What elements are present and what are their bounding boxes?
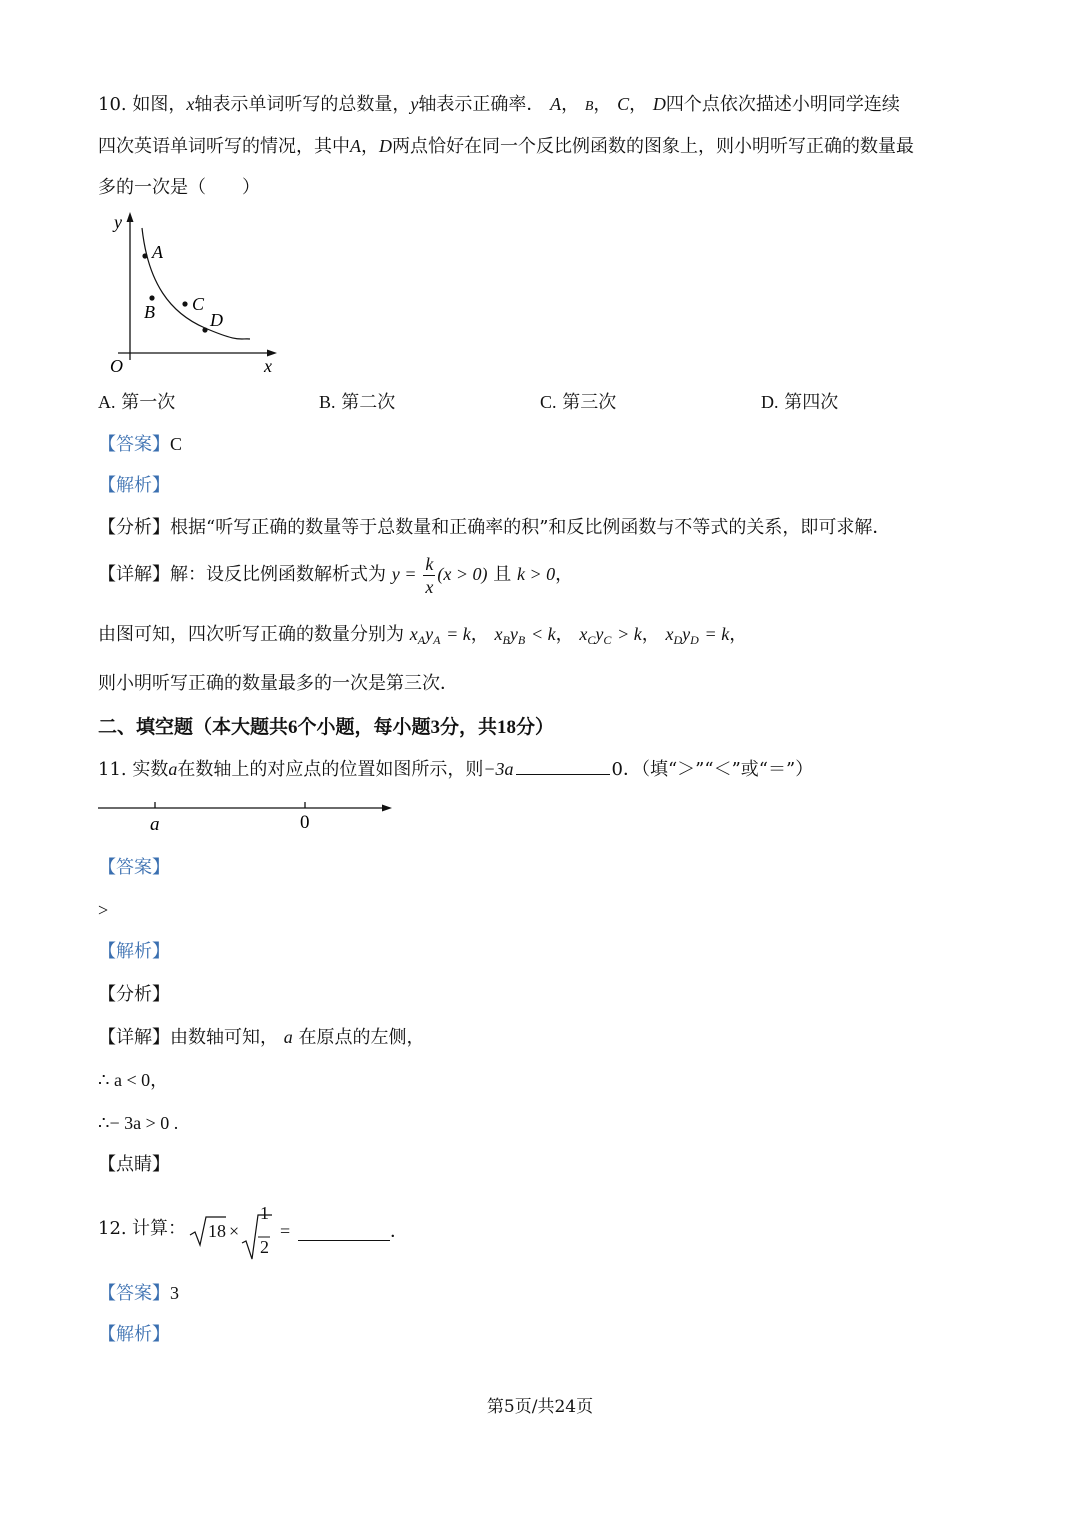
section-2-heading [98, 715, 554, 740]
detail-sep: ， [555, 564, 574, 585]
q11-answer-tag: 【答案】 [98, 857, 170, 878]
q10-text: 如图， [132, 94, 187, 115]
detail-var-a: a [283, 1027, 293, 1047]
option-text: 第三次 [562, 392, 617, 413]
point-d-dot [202, 327, 207, 332]
q10-var-x: x [186, 94, 195, 114]
q11-analysis-tag: 【解析】 [98, 941, 170, 962]
relation-c: > k [617, 624, 642, 644]
q12-analysis-tag: 【解析】 [98, 1324, 170, 1345]
q10-number: 10. [98, 94, 127, 115]
detail-tag: 【详解】 [98, 564, 170, 585]
fraction-k-over-x [423, 553, 435, 598]
q11-line [98, 757, 813, 782]
y-axis-arrow-icon [127, 212, 134, 222]
graph-label-x: x [264, 356, 272, 376]
option-letter: D. [761, 392, 779, 412]
q11-expression: −3a [483, 759, 514, 779]
q10-point-d: D [379, 136, 392, 156]
answer-tag: 【答案】 [98, 434, 170, 455]
relation-sep: ， [641, 624, 660, 645]
tick-label-zero: 0 [300, 812, 310, 833]
point-b-dot [149, 295, 154, 300]
q10-point-a: A [550, 94, 562, 114]
relation-d: = k [704, 624, 730, 644]
q10-var-y: y [410, 94, 419, 114]
inverse-function-graph [100, 208, 285, 378]
relation-sep: ， [470, 624, 489, 645]
q10-sep: ， [561, 94, 580, 115]
q10-point-d: D [652, 94, 666, 114]
number-line-arrow-icon [382, 805, 392, 812]
times-sign: × [229, 1221, 240, 1241]
q10-conclusion: 则小明听写正确的数量最多的一次是第三次． [98, 673, 458, 694]
heading-text: 个小题，每小题 [297, 716, 431, 738]
fraction-denominator: x [425, 576, 434, 597]
relations-text: 由图可知，四次听写正确的数量分别为 [98, 624, 404, 645]
fraction-numerator: k [425, 553, 434, 574]
relation-sep: ， [555, 624, 574, 645]
option-c[interactable] [540, 390, 616, 415]
q10-detail [98, 552, 573, 598]
detail-text: 在原点的左侧， [298, 1027, 425, 1048]
relation-a: = k [446, 624, 471, 644]
equals-sign: = [280, 1221, 291, 1241]
option-letter: C. [540, 392, 557, 412]
detail-text: 解：设反比例函数解析式为 [170, 564, 386, 585]
option-letter: B. [319, 392, 336, 412]
q10-line-2 [98, 134, 914, 159]
option-letter: A. [98, 392, 116, 412]
heading-text: 二、填空题（本大题共 [98, 716, 289, 738]
heading-text: 分，共 [440, 716, 498, 738]
q11-answer-value: > [98, 900, 109, 920]
detail-k-positive: k > 0 [516, 564, 556, 584]
q11-answer-blank[interactable] [516, 773, 610, 775]
option-b[interactable] [319, 390, 395, 415]
detail-eq: = [405, 564, 416, 584]
graph-label-d: D [210, 310, 223, 330]
graph-label-origin: O [110, 356, 123, 376]
fraction-numerator: 1 [260, 1203, 269, 1223]
graph-label-a: A [152, 242, 163, 262]
fraction-denominator: 2 [260, 1237, 269, 1257]
relation-b: < k [530, 624, 556, 644]
detail-condition: (x > 0) [437, 564, 488, 584]
q12-text: 计算： [132, 1218, 186, 1239]
q12-answer-blank[interactable] [298, 1239, 390, 1241]
q11-dianjing-tag: 【点睛】 [98, 1154, 170, 1175]
detail-text: 且 [493, 564, 512, 585]
q10-answer [98, 432, 182, 457]
q11-step-1: ∴ a < 0， [98, 1070, 169, 1090]
number-line [96, 798, 396, 836]
q10-analysis-tag: 【解析】 [98, 475, 170, 496]
q10-sep: ， [593, 94, 612, 115]
heading-number: 18 [497, 717, 517, 738]
q11-fenxi-tag: 【分析】 [98, 984, 170, 1005]
q10-point-c: C [617, 94, 630, 114]
q10-point-b: B [584, 99, 594, 114]
graph-label-y: y [114, 212, 122, 232]
q10-line-3: 多的一次是（ ） [98, 177, 260, 198]
q11-step-2: ∴− 3a > 0 . [98, 1113, 179, 1133]
q10-text: 四个点依次描述小明同学连续 [665, 94, 900, 115]
answer-value: C [170, 434, 183, 454]
q11-number: 11. [98, 759, 127, 780]
q10-sep: ， [361, 136, 379, 157]
q11-detail [98, 1025, 424, 1050]
q10-line-1 [98, 92, 900, 119]
q12-answer [98, 1281, 179, 1306]
heading-number: 3 [430, 717, 441, 738]
tick-label-a: a [150, 814, 160, 835]
detail-tag: 【详解】 [98, 1027, 170, 1048]
q10-text: 两点恰好在同一个反比例函数的图象上，则小明听写正确的数量最 [392, 136, 914, 157]
q11-text: 实数 [132, 759, 169, 780]
heading-number: 6 [288, 717, 298, 738]
radicand-18: 18 [208, 1221, 226, 1241]
answer-tag: 【答案】 [98, 1283, 170, 1304]
graph-label-c: C [192, 294, 205, 314]
fenxi-text: 根据“听写正确的数量等于总数量和正确率的积”和反比例函数与不等式的关系，即可求解． [170, 517, 891, 538]
option-a[interactable] [98, 390, 175, 415]
point-c-dot [182, 301, 187, 306]
detail-var-y: y [391, 564, 400, 584]
q10-sep: ， [629, 94, 648, 115]
option-text: 第一次 [121, 392, 176, 413]
graph-label-b: B [144, 302, 155, 322]
option-text: 第二次 [341, 392, 396, 413]
option-text: 第四次 [784, 392, 839, 413]
q11-text: 0．（填“＞”“＜”或“＝”） [611, 759, 814, 780]
q11-var-a: a [168, 759, 178, 779]
q12-number: 12. [98, 1218, 127, 1239]
detail-text: 由数轴可知， [170, 1027, 278, 1048]
q10-text: 轴表示正确率． [418, 94, 545, 115]
fenxi-tag: 【分析】 [98, 517, 170, 538]
point-a-dot [142, 253, 147, 258]
q10-text: 轴表示单词听写的总数量， [194, 94, 411, 115]
option-d[interactable] [761, 390, 838, 415]
q11-text: 在数轴上的对应点的位置如图所示，则 [177, 759, 484, 780]
q10-relations: 由图可知，四次听写正确的数量分别为 $x_Ay_A = k$， $x_By_B < k$， $x_Cy_C > k$， $x_Dy_D = k$， [98, 624, 748, 647]
relation-sep: ， [729, 624, 748, 645]
q12-end: ． [390, 1221, 408, 1241]
page-footer: 第5页/共24页 [486, 1397, 594, 1417]
heading-text: 分） [516, 716, 555, 738]
q10-fenxi [98, 516, 890, 540]
q10-text: 四次英语单词听写的情况，其中 [98, 136, 350, 157]
answer-value: 3 [170, 1283, 179, 1303]
q10-point-a: A [350, 136, 361, 156]
